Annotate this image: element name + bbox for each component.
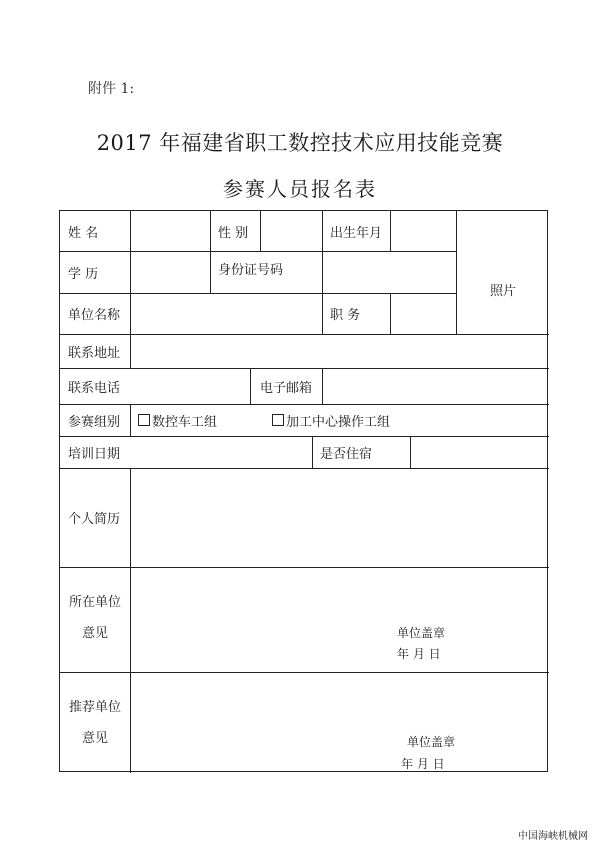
address-label: 联系地址 <box>68 345 121 361</box>
unit-stamp-label: 单位盖章 <box>397 626 446 640</box>
position-field[interactable] <box>391 293 456 334</box>
birth-field[interactable] <box>391 211 456 251</box>
col-divider <box>130 404 131 436</box>
unit-name-field[interactable] <box>131 293 322 334</box>
gender-label: 性 别 <box>218 225 249 241</box>
unit-opinion-label-line1: 所在单位 <box>68 595 121 610</box>
email-label: 电子邮箱 <box>259 380 312 396</box>
training-date-label: 培训日期 <box>68 446 121 462</box>
registration-form-table <box>59 210 548 772</box>
group-option-cnc-lathe[interactable] <box>138 404 268 436</box>
photo-label: 照片 <box>489 284 516 299</box>
phone-field[interactable] <box>131 368 250 404</box>
unit-opinion-label-line2: 意见 <box>81 626 108 641</box>
group-option-cnc-lathe-label: 数控车工组 <box>152 414 218 430</box>
resume-field[interactable] <box>131 468 549 567</box>
education-field[interactable] <box>131 251 210 293</box>
gender-field[interactable] <box>261 211 322 251</box>
recommend-opinion-field[interactable] <box>131 673 549 771</box>
position-label: 职 务 <box>330 308 361 323</box>
email-field[interactable] <box>323 368 549 404</box>
checkbox-icon[interactable] <box>138 414 150 426</box>
group-option-machining-center-label: 加工中心操作工组 <box>286 414 391 430</box>
unit-opinion-label <box>60 567 130 672</box>
group-option-machining-center[interactable] <box>272 404 442 436</box>
birth-label: 出生年月 <box>330 225 383 241</box>
address-field[interactable] <box>131 334 549 368</box>
phone-label: 联系电话 <box>68 380 121 396</box>
lodging-field[interactable] <box>411 436 549 468</box>
education-label: 学 历 <box>68 266 99 282</box>
id-number-label: 身份证号码 <box>218 263 284 278</box>
recommend-opinion-label-line1: 推荐单位 <box>68 700 121 715</box>
recommend-opinion-label <box>60 672 130 773</box>
group-label: 参赛组别 <box>68 414 121 430</box>
recommend-opinion-label-line2: 意见 <box>81 731 108 746</box>
name-label: 姓 名 <box>68 225 99 241</box>
form-title: 2017 年福建省职工数控技术应用技能竞赛 <box>96 131 504 155</box>
training-date-field[interactable] <box>131 436 312 468</box>
name-field[interactable] <box>131 211 210 251</box>
lodging-label: 是否住宿 <box>320 446 373 462</box>
rec-stamp-label: 单位盖章 <box>407 735 456 749</box>
id-number-field[interactable] <box>323 251 456 293</box>
unit-name-label: 单位名称 <box>68 308 121 323</box>
rec-date-label: 年 月 日 <box>401 757 445 771</box>
unit-date-label: 年 月 日 <box>397 647 441 661</box>
attachment-label: 附件 1: <box>88 81 135 97</box>
watermark-text: 中国海峡机械网 <box>518 831 588 842</box>
form-subtitle: 参赛人员报名表 <box>223 177 377 201</box>
checkbox-icon[interactable] <box>272 414 284 426</box>
unit-opinion-field[interactable] <box>131 568 549 672</box>
resume-label: 个人简历 <box>68 512 121 527</box>
